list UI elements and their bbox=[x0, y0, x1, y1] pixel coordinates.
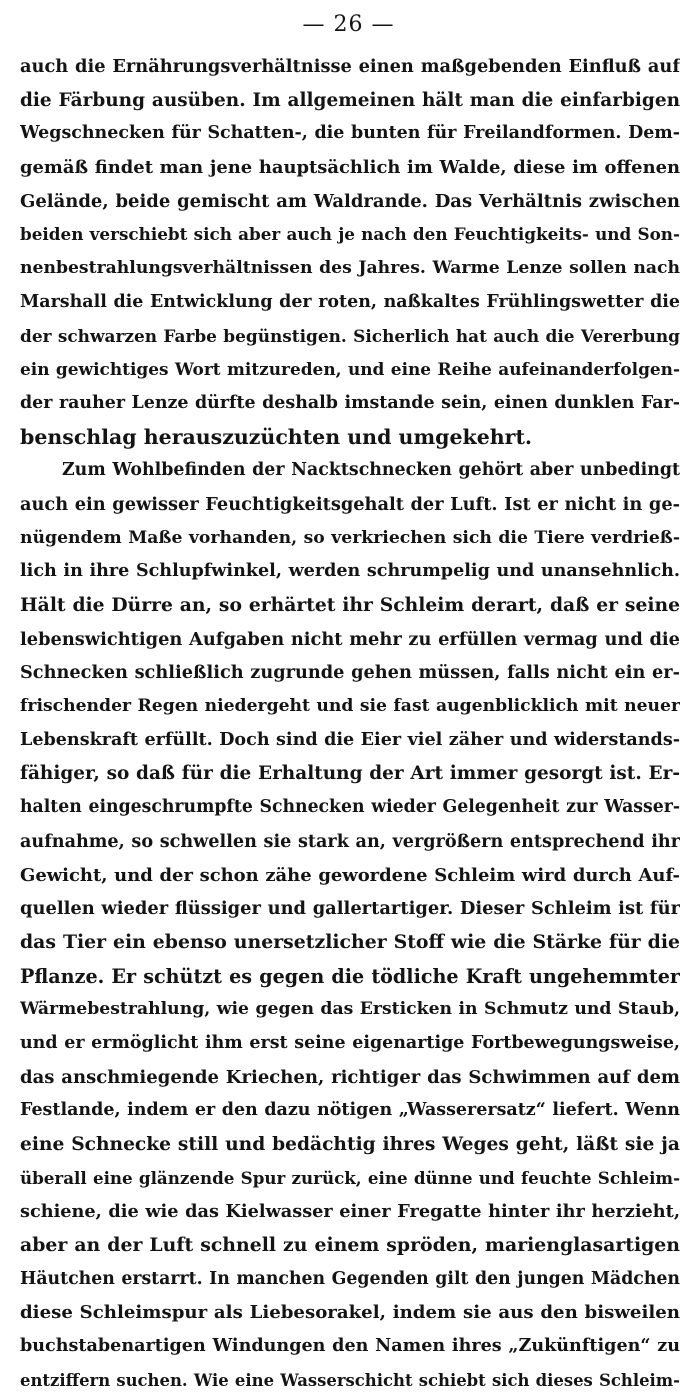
text-line: Pflanze. Er schützt es gegen die tödliche Kraft ungehemmter bbox=[20, 964, 680, 988]
paragraph-start-line: Zum Wohlbefinden der Nacktschnecken gehört aber unbedingt bbox=[62, 460, 680, 481]
text-line: lich in ihre Schlupfwinkel, werden schrumpelig und unansehnlich. bbox=[20, 561, 680, 582]
text-line: Gewicht, und der schon zähe gewordene Schleim wird durch Auf- bbox=[20, 864, 680, 886]
page-number: — 26 — bbox=[302, 12, 395, 37]
text-line: lebenswichtigen Aufgaben nicht mehr zu erfüllen vermag und die bbox=[20, 628, 680, 650]
text-line: das anschmiegende Kriechen, richtiger das Schwimmen auf dem bbox=[20, 1066, 680, 1088]
text-line: das Tier ein ebenso unersetzlicher Stoff wie die Stärke für die bbox=[20, 930, 680, 953]
text-line: auch ein gewisser Feuchtigkeitsgehalt der Luft. Ist er nicht in ge- bbox=[20, 493, 680, 515]
text-line: Wegschnecken für Schatten-, die bunten für Freilandformen. Dem- bbox=[20, 123, 680, 144]
body-text bbox=[20, 50, 680, 1398]
text-line: fähiger, so daß für die Erhaltung der Art immer gesorgt ist. Er- bbox=[20, 763, 680, 785]
text-line: diese Schleimspur als Liebesorakel, indem sie aus den bisweilen bbox=[20, 1302, 680, 1324]
text-line: Hält die Dürre an, so erhärtet ihr Schleim derart, daß er seine bbox=[20, 594, 680, 616]
text-line: der schwarzen Farbe begünstigen. Sicherlich hat auch die Vererbung bbox=[20, 325, 680, 346]
text-line: und er ermöglicht ihm erst seine eigenartige Fortbewegungsweise, bbox=[20, 1032, 680, 1053]
text-line: Festlande, indem er den dazu nötigen „Wasserersatz“ liefert. Wenn bbox=[20, 1100, 680, 1121]
text-line: Häutchen erstarrt. In manchen Gegenden gilt den jungen Mädchen bbox=[20, 1268, 680, 1289]
text-line: die Färbung ausüben. Im allgemeinen hält man die einfarbigen bbox=[20, 89, 680, 111]
text-line: entziffern suchen. Wie eine Wasserschicht schiebt sich dieses Schleim- bbox=[20, 1370, 680, 1390]
text-line: ein gewichtiges Wort mitzureden, und eine Reihe aufeinanderfolgen- bbox=[20, 359, 680, 380]
text-line: Schnecken schließlich zugrunde gehen müssen, falls nicht ein er- bbox=[20, 662, 680, 684]
text-line: quellen wieder flüssiger und gallertartiger. Dieser Schleim ist für bbox=[20, 898, 680, 920]
text-line: frischender Regen niedergeht und sie fast augenblicklich mit neuer bbox=[20, 696, 680, 717]
text-line: halten eingeschrumpfte Schnecken wieder Gelegenheit zur Wasser- bbox=[20, 797, 680, 818]
text-line: Wärmebestrahlung, wie gegen das Ersticken in Schmutz und Staub, bbox=[20, 999, 680, 1020]
text-line: Lebenskraft erfüllt. Doch sind die Eier viel zäher und widerstands- bbox=[20, 729, 680, 750]
text-line: aufnahme, so schwellen sie stark an, vergrößern entsprechend ihr bbox=[20, 830, 680, 852]
text-line: Marshall die Entwicklung der roten, naßkaltes Frühlingswetter die bbox=[20, 291, 680, 312]
text-line: buchstabenartigen Windungen den Namen ihres „Zukünftigen“ zu bbox=[20, 1336, 680, 1357]
text-line: der rauher Lenze dürfte deshalb imstande sein, einen dunklen Far- bbox=[20, 392, 680, 413]
text-line: Gelände, beide gemischt am Waldrande. Das Verhältnis zwischen bbox=[20, 190, 680, 212]
text-line: überall eine glänzende Spur zurück, eine dünne und feuchte Schleim- bbox=[20, 1167, 680, 1188]
text-line: gemäß findet man jene hauptsächlich im Walde, diese im offenen bbox=[20, 157, 680, 179]
paragraph-end-line: benschlag herauszuzüchten und umgekehrt. bbox=[20, 424, 533, 449]
text-line: eine Schnecke still und bedächtig ihres Weges geht, läßt sie ja bbox=[20, 1133, 680, 1155]
text-line: auch die Ernährungsverhältnisse einen maßgebenden Einfluß auf bbox=[20, 56, 680, 77]
text-line: nenbestrahlungsverhältnissen des Jahres. Warme Lenze sollen nach bbox=[20, 258, 680, 279]
text-line: nügendem Maße vorhanden, so verkriechen sich die Tiere verdrieß- bbox=[20, 527, 680, 548]
text-line: aber an der Luft schnell zu einem spröden, marienglasartigen bbox=[20, 1234, 680, 1257]
text-line: beiden verschiebt sich aber auch je nach den Feuchtigkeits- und Son- bbox=[20, 224, 680, 245]
text-line: schiene, die wie das Kielwasser einer Fregatte hinter ihr herzieht, bbox=[20, 1201, 680, 1223]
